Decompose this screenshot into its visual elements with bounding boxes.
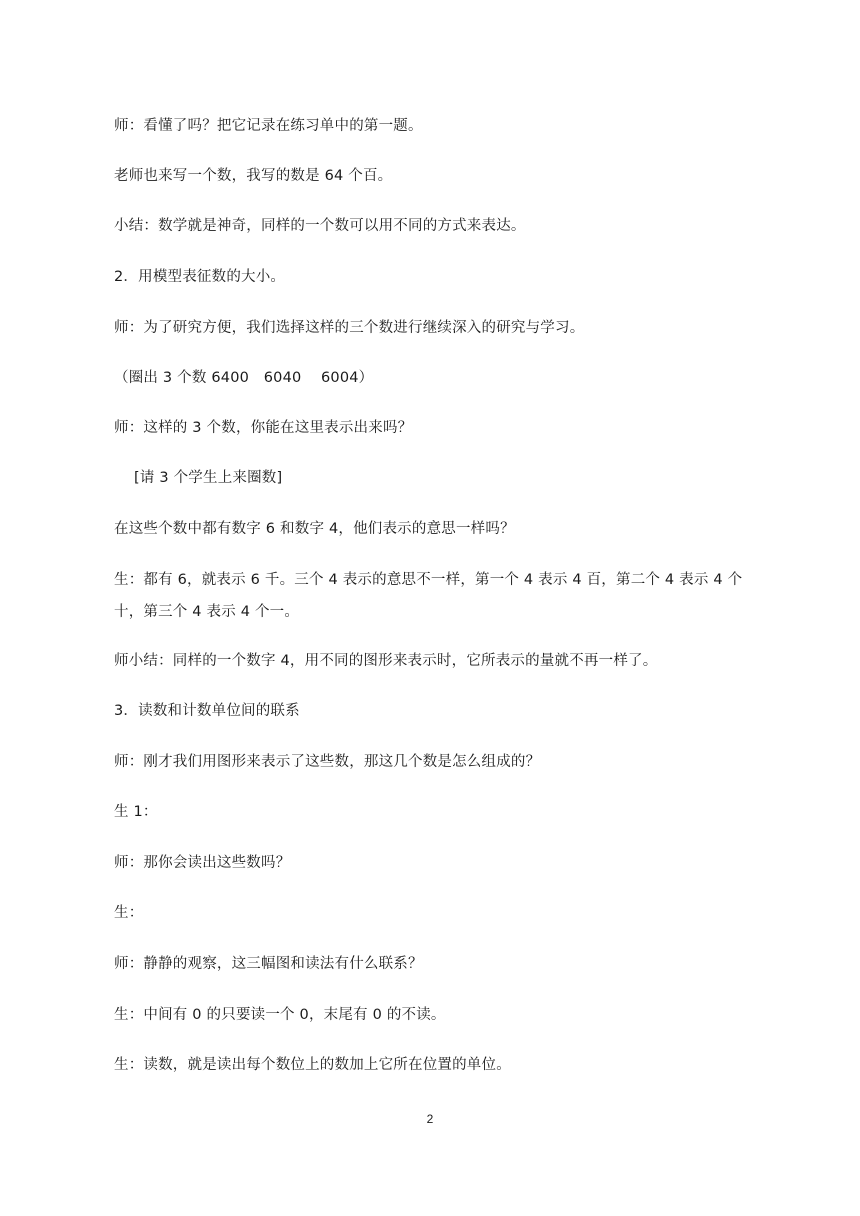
- paragraph-student-1: 生 1：: [114, 804, 158, 820]
- paragraph-student-answer-1: 生：都有 6，就表示 6 千。三个 4 表示的意思不一样，第一个 4 表示 4 百，第二个 4 表示 4 个: [114, 572, 743, 588]
- paragraph-teacher-observe: 师：静静的观察，这三幅图和读法有什么联系？: [114, 956, 423, 972]
- paragraph-teacher-composition: 师：刚才我们用图形来表示了这些数，那这几个数是怎么组成的？: [114, 754, 541, 770]
- paragraph-student-blank: 生：: [114, 905, 144, 921]
- section-heading-3: 3．读数和计数单位间的联系: [114, 703, 300, 719]
- paragraph-students-circle: [请 3 个学生上来圈数]: [134, 470, 283, 486]
- paragraph-teacher-represent: 师：这样的 3 个数，你能在这里表示出来吗？: [114, 420, 413, 436]
- paragraph-teacher-understand: 师：看懂了吗？把它记录在练习单中的第一题。: [114, 118, 423, 134]
- paragraph-student-zero-rule: 生：中间有 0 的只要读一个 0，末尾有 0 的不读。: [114, 1007, 446, 1023]
- paragraph-teacher-read: 师：那你会读出这些数吗？: [114, 855, 291, 871]
- paragraph-teacher-summary-4: 师小结：同样的一个数字 4，用不同的图形来表示时，它所表示的量就不再一样了。: [114, 653, 658, 669]
- page-number: 2: [426, 1112, 434, 1126]
- paragraph-student-reading-rule: 生：读数，就是读出每个数位上的数加上它所在位置的单位。: [114, 1057, 511, 1073]
- paragraph-teacher-writes-number: 老师也来写一个数，我写的数是 64 个百。: [114, 168, 393, 184]
- paragraph-digits-question: 在这些个数中都有数字 6 和数字 4，他们表示的意思一样吗？: [114, 521, 515, 537]
- paragraph-teacher-choose-three: 师：为了研究方便，我们选择这样的三个数进行继续深入的研究与学习。: [114, 320, 585, 336]
- section-heading-2: 2．用模型表征数的大小。: [114, 269, 286, 285]
- paragraph-student-answer-1-cont: 十，第三个 4 表示 4 个一。: [114, 604, 300, 620]
- paragraph-circle-numbers: （圈出 3 个数 6400 6040 6004）: [114, 370, 374, 386]
- paragraph-summary-math-magic: 小结：数学就是神奇，同样的一个数可以用不同的方式来表达。: [114, 218, 526, 234]
